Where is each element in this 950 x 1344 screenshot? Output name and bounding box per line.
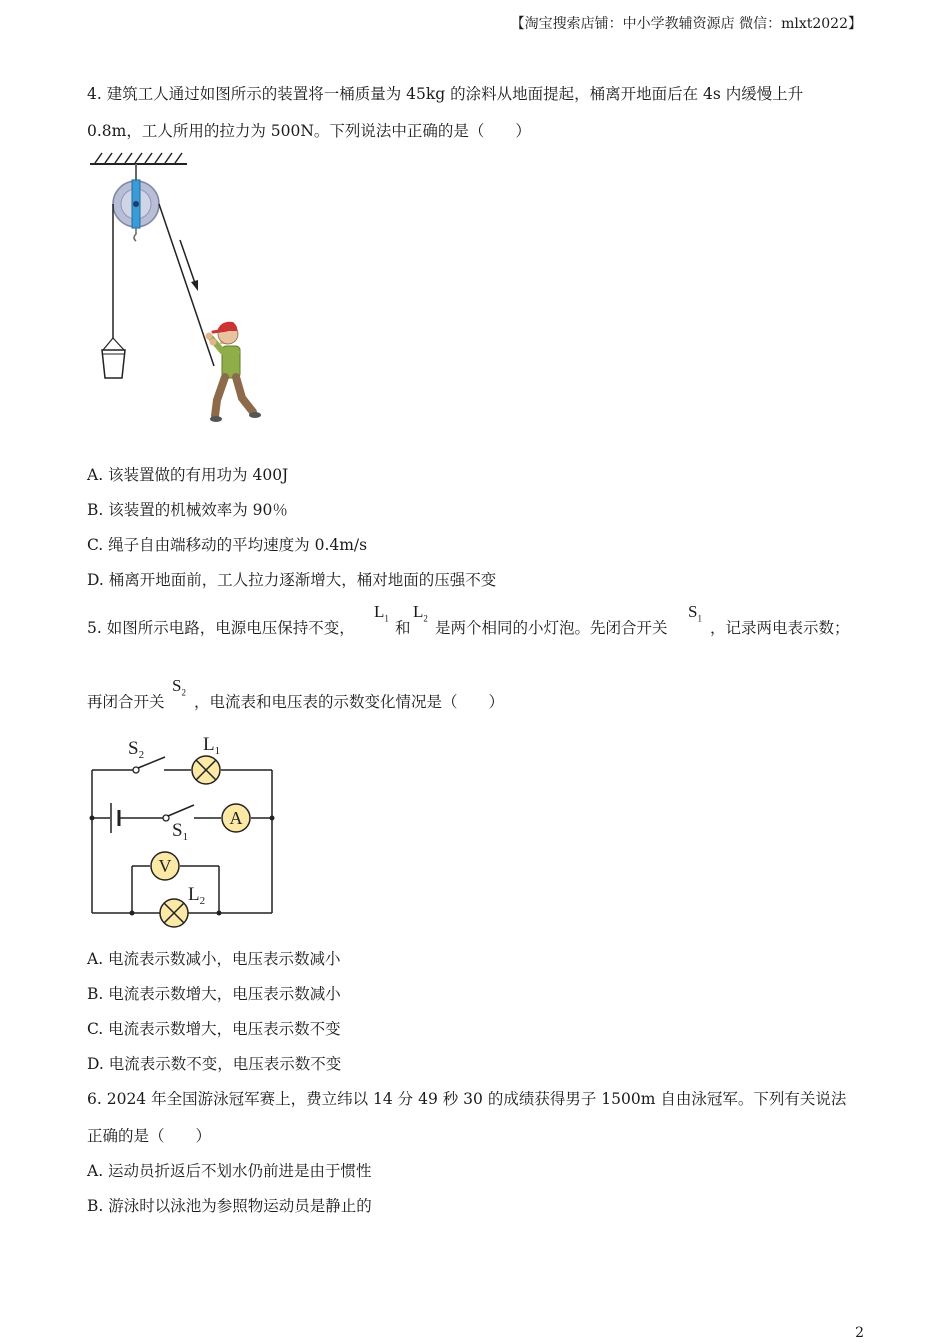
q4-stem-line1: 4. 建筑工人通过如图所示的装置将一桶质量为 45kg 的涂料从地面提起，桶离开地面后在 4s 内缓慢上升 (87, 85, 804, 103)
q4-option-d: D. 桶离开地面前，工人拉力逐渐增大，桶对地面的压强不变 (87, 571, 497, 589)
voltmeter-label: V (158, 856, 172, 876)
lamp-l2 (160, 884, 205, 927)
worker-figure (206, 322, 262, 422)
page-number: 2 (855, 1325, 864, 1341)
q6-option-a: A. 运动员折返后不划水仍前进是由于惯性 (87, 1162, 372, 1180)
label-l2: $L_2$ (188, 884, 206, 907)
q5-stem-part3: ，记录两电表示数； (710, 619, 850, 637)
q4-option-c: C. 绳子自由端移动的平均速度为 0.4m/s (87, 536, 368, 554)
q6-option-b: B. 游泳时以泳池为参照物运动员是静止的 (87, 1197, 372, 1215)
q5-option-a: A. 电流表示数减小，电压表示数减小 (87, 950, 341, 968)
switch-s1 (163, 805, 194, 843)
q5-option-d: D. 电流表示数不变，电压表示数不变 (87, 1055, 342, 1073)
battery (111, 803, 119, 833)
q6-stem-line1: 6. 2024 年全国游泳冠军赛上，费立纬以 14 分 49 秒 30 的成绩获得男子 1500m 自由泳冠军。下列有关说法 (87, 1090, 847, 1108)
q5-symbol-s1: $S_1$ (688, 602, 702, 624)
q5-symbol-l1: $L_1$ (374, 602, 389, 624)
q6-stem-line2: 正确的是（ ） (87, 1127, 212, 1145)
bucket (102, 338, 125, 378)
q5-stem-part4: 再闭合开关 (87, 693, 165, 711)
q4-option-a: A. 该装置做的有用功为 400J (87, 466, 289, 484)
q5-stem-and: 和 (395, 619, 411, 637)
label-s2: $S_2$ (128, 738, 145, 761)
ceiling-hatch (90, 153, 187, 164)
voltmeter (151, 852, 179, 880)
q5-stem-part2: 是两个相同的小灯泡。先闭合开关 (435, 619, 668, 637)
q5-option-b: B. 电流表示数增大，电压表示数减小 (87, 985, 341, 1003)
ammeter-label: A (229, 808, 243, 828)
page-header: 【淘宝搜索店铺：中小学教辅资源店 微信：mlxt2022】 (510, 16, 862, 32)
rope-to-worker (159, 204, 214, 366)
q5-symbol-s2: $S_2$ (172, 676, 186, 698)
q4-option-b: B. 该装置的机械效率为 90％ (87, 501, 288, 519)
circuit-diagram (80, 728, 290, 938)
lamp-l1 (192, 734, 220, 784)
pulley-wheel (113, 164, 159, 241)
q5-option-c: C. 电流表示数增大，电压表示数不变 (87, 1020, 341, 1038)
q4-stem-line2: 0.8m，工人所用的拉力为 500N。下列说法中正确的是（ ） (87, 122, 531, 140)
switch-s2 (128, 738, 165, 773)
q5-symbol-l2: $L_2$ (413, 602, 428, 624)
label-l1: $L_1$ (203, 734, 221, 757)
q5-stem-part1: 5. 如图所示电路，电源电压保持不变， (87, 619, 355, 637)
pulley-figure (85, 148, 275, 433)
q5-stem-part5: ，电流表和电压表的示数变化情况是（ ） (194, 693, 505, 711)
ammeter (222, 804, 250, 832)
label-s1: $S_1$ (172, 820, 189, 843)
pull-direction-arrow (180, 240, 198, 291)
